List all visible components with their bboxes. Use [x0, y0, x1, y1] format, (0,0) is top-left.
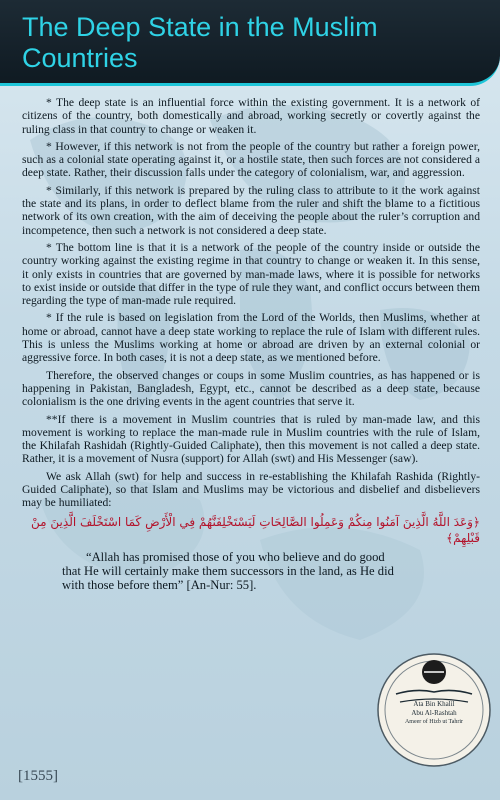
- page-title: The Deep State in the Muslim Countries: [22, 12, 378, 73]
- quran-verse-translation: “Allah has promised those of you who believe and do good that He will certainly make them successors in the land, as He did with those before them” [An-Nur: 55].: [62, 549, 394, 592]
- seal-caption: [376, 700, 492, 727]
- paragraph-3: * Similarly, if this network is prepared by the ruling class to attribute to it the work against the state and its plans, in order to deflect blame from the ruler and shift the blame to a fictitious network of its own creation, with the aim of deceiving the people about the ruler’s corruption and incompetence, then such a network is not considered a deep state.: [22, 183, 480, 237]
- seal-kunya: Abu Al-Rashtah: [411, 709, 457, 717]
- paragraph-4: * The bottom line is that it is a network of the people of the country inside or outside the country working against the existing regime in that country to change or weaken it. In this sense, it only exists in countries that are governed by man-made laws, where it is possible for networks to exist inside or outside that differ in the type of rule they want, and conflict occurs between them regarding the type of man-made rule required.: [22, 240, 480, 308]
- seal-name: Ata Bin Khalil: [413, 700, 455, 708]
- article-body: [22, 96, 480, 596]
- paragraph-2: * However, if this network is not from the people of the country but rather a foreign power, such as a colonial state operating against it, or a hostile state, then such forces are not considered a deep state. Rather, their discussion falls under the category of colonialism, war, and aggression.: [22, 139, 480, 180]
- header-banner: [0, 0, 500, 86]
- paragraph-8: We ask Allah (swt) for help and success in re-establishing the Khilafah Rashida (Rightly-Guided Caliphate), so that Islam and Muslims may be victorious and disbelief and disbelievers may be humiliated:: [22, 469, 480, 510]
- paragraph-1: * The deep state is an influential force within the existing government. It is a network of citizens of the country, both domestically and abroad, working secretly or covertly against the ruling class in that country to change or weaken it.: [22, 96, 480, 136]
- seal-role: Ameer of Hizb ut Tahrir: [404, 719, 464, 725]
- quran-verse-arabic: ﴿وَعَدَ اللَّهُ الَّذِينَ آمَنُوا مِنكُمْ وَعَمِلُوا الصَّالِحَاتِ لَيَسْتَخْلِفَنَّهُمْ فِي الْأَرْضِ كَمَا اسْتَخْلَفَ الَّذِينَ مِنْ قَبْلِهِمْ﴾: [31, 514, 480, 545]
- paragraph-6: Therefore, the observed changes or coups in some Muslim countries, as has happened or is happening in Pakistan, Bangladesh, Egypt, etc., cannot be described as a deep state, because colonialism is the one driving events in the agent countries that serve it.: [22, 368, 480, 409]
- paragraph-5: * If the rule is based on legislation from the Lord of the Worlds, then Muslims, whether at home or abroad, cannot have a deep state working to replace the rule of Islam with different rules. This is unless the Muslims working at home or abroad are driven by an external colonial or aggressive force. In both cases, it is not a deep state, as we mentioned before.: [22, 311, 480, 365]
- paragraph-7: **If there is a movement in Muslim countries that is ruled by man-made law, and this movement is working to replace the man-made rule in Muslim countries with the rule of Islam, the Khilafah Rashidah (Rightly-Guided Caliphate), then this movement is not called a deep state. Rather, it is a movement of Nusra (support) for Allah (swt) and His Messenger (saw).: [22, 412, 480, 466]
- issue-number: [1555]: [18, 768, 58, 784]
